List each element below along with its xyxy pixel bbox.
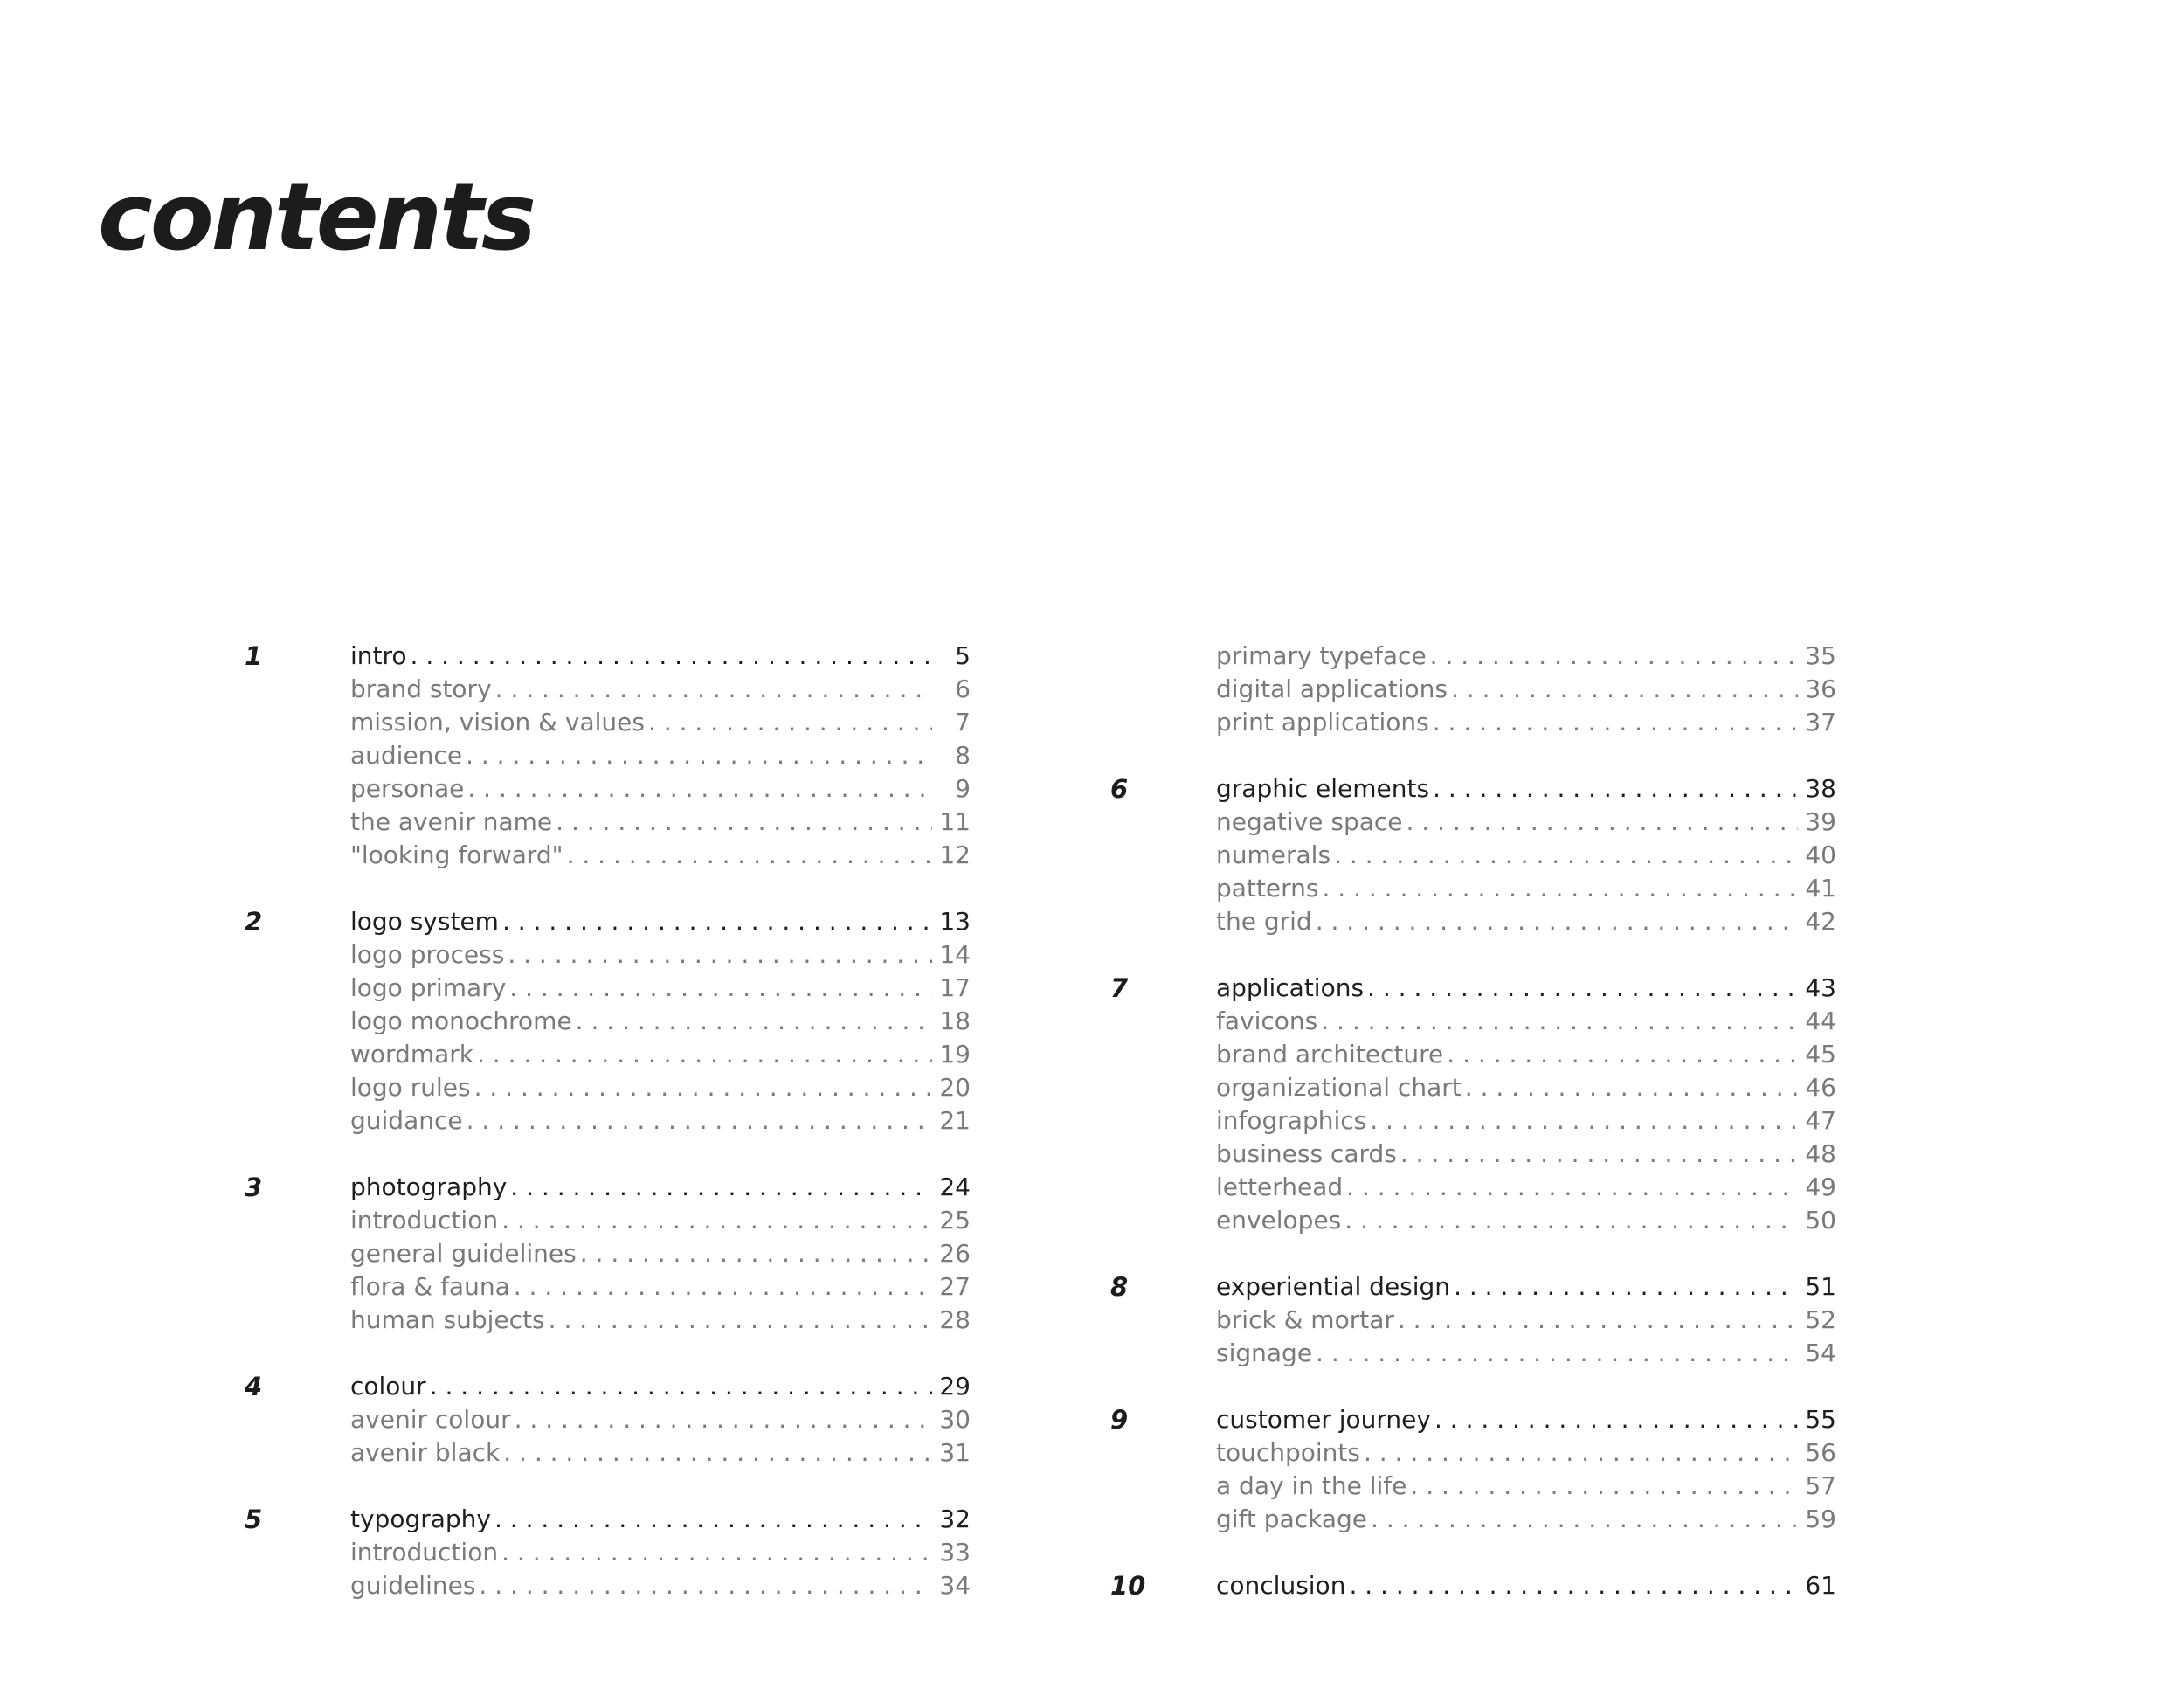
toc-entries [1216, 972, 2081, 1237]
toc-entries [350, 1503, 1215, 1602]
dot-leader [648, 706, 932, 739]
dot-leader [1316, 1337, 1798, 1370]
entry-label: logo monochrome [350, 1007, 572, 1035]
toc-subentry[interactable] [1216, 1304, 1836, 1337]
toc-section [1110, 772, 2081, 938]
dot-leader [494, 1503, 932, 1536]
entry-page-number: 34 [939, 1571, 971, 1600]
entry-label: patterns [1216, 874, 1319, 903]
dot-leader [1410, 1470, 1798, 1503]
toc-section [1110, 1569, 2081, 1602]
section-number: 9 [1110, 1405, 1129, 1435]
dot-leader [503, 1436, 932, 1470]
toc-subentry[interactable] [1216, 706, 1836, 739]
entry-page-number: 29 [939, 1372, 971, 1401]
entry-page-number: 13 [939, 907, 971, 936]
toc-subentry[interactable] [1216, 640, 1836, 673]
dot-leader [411, 640, 932, 673]
entry-page-number: 35 [1805, 641, 1836, 670]
dot-leader [501, 1536, 932, 1569]
dot-leader [1370, 1104, 1798, 1138]
entry-label: digital applications [1216, 675, 1448, 703]
entry-page-number: 33 [939, 1538, 971, 1567]
entry-page-number: 45 [1805, 1040, 1836, 1069]
entry-page-number: 44 [1805, 1007, 1836, 1035]
entry-label: wordmark [350, 1040, 473, 1069]
dot-leader [508, 938, 932, 972]
dot-leader [1400, 1138, 1798, 1171]
dot-leader [502, 905, 932, 938]
toc-chapter-entry[interactable] [1216, 1403, 1836, 1436]
entry-page-number: 24 [939, 1173, 971, 1201]
entry-page-number: 19 [939, 1040, 971, 1069]
entry-label: organizational chart [1216, 1073, 1462, 1102]
entry-page-number: 51 [1805, 1272, 1836, 1301]
section-number: 10 [1110, 1571, 1146, 1601]
dot-leader [1316, 905, 1798, 938]
toc-section [245, 1503, 1215, 1602]
section-number: 5 [245, 1505, 263, 1534]
toc-subentry[interactable] [350, 1436, 971, 1470]
toc-subentry[interactable] [1216, 1071, 1836, 1104]
toc-chapter-entry[interactable] [350, 640, 971, 673]
entry-page-number: 41 [1805, 874, 1836, 903]
toc-subentry[interactable] [350, 1204, 971, 1237]
toc-subentry[interactable] [1216, 1038, 1836, 1071]
entry-label: applications [1216, 973, 1365, 1002]
dot-leader [1433, 706, 1798, 739]
entry-page-number: 48 [1805, 1139, 1836, 1168]
entry-label: introduction [350, 1538, 499, 1567]
toc-entries [350, 1370, 1215, 1470]
entry-label: mission, vision & values [350, 708, 645, 737]
entry-page-number: 8 [955, 741, 971, 770]
toc-column-left [245, 640, 1215, 1636]
entry-label: business cards [1216, 1139, 1397, 1168]
page-title: contents [98, 163, 534, 271]
toc-subentry[interactable] [350, 1038, 971, 1071]
entry-page-number: 25 [939, 1206, 971, 1235]
entry-label: a day in the life [1216, 1471, 1407, 1500]
dot-leader [1367, 972, 1798, 1005]
entry-page-number: 37 [1805, 708, 1836, 737]
entry-page-number: 26 [939, 1239, 971, 1268]
dot-leader [515, 1403, 932, 1436]
toc-entries [1216, 772, 2081, 938]
dot-leader [1433, 772, 1798, 806]
entry-label: guidelines [350, 1571, 476, 1600]
dot-leader [1451, 673, 1798, 706]
toc-subentry[interactable] [350, 806, 971, 839]
entry-label: "looking forward" [350, 841, 563, 869]
dot-leader [1371, 1503, 1798, 1536]
entry-label: negative space [1216, 807, 1403, 836]
dot-leader [1349, 1569, 1798, 1602]
entry-page-number: 28 [939, 1305, 971, 1334]
dot-leader [510, 1171, 932, 1204]
entry-label: letterhead [1216, 1173, 1344, 1201]
dot-leader [567, 839, 932, 872]
dot-leader [1322, 872, 1798, 905]
entry-page-number: 47 [1805, 1106, 1836, 1135]
toc-subentry[interactable] [1216, 905, 1836, 938]
section-number: 3 [245, 1173, 263, 1202]
toc-subentry[interactable] [350, 972, 971, 1005]
entry-label: signage [1216, 1339, 1313, 1367]
dot-leader [495, 673, 932, 706]
entry-page-number: 42 [1805, 907, 1836, 936]
entry-label: personae [350, 774, 465, 803]
toc-chapter-entry[interactable] [350, 1370, 971, 1403]
toc-section [1110, 640, 2081, 739]
entry-page-number: 54 [1805, 1339, 1836, 1367]
toc-section [245, 640, 1215, 872]
dot-leader [501, 1204, 932, 1237]
entry-label: avenir colour [350, 1405, 511, 1434]
toc-subentry[interactable] [350, 772, 971, 806]
entry-label: brand story [350, 675, 492, 703]
entry-page-number: 49 [1805, 1173, 1836, 1201]
dot-leader [549, 1304, 932, 1337]
dot-leader [1465, 1071, 1798, 1104]
toc-chapter-entry[interactable] [350, 1171, 971, 1204]
toc-subentry[interactable] [350, 938, 971, 972]
section-number: 1 [245, 641, 263, 671]
dot-leader [1434, 1403, 1798, 1436]
entry-label: favicons [1216, 1007, 1318, 1035]
toc-subentry[interactable] [350, 1304, 971, 1337]
toc-chapter-entry[interactable] [1216, 1270, 1836, 1304]
entry-label: brand architecture [1216, 1040, 1444, 1069]
entry-page-number: 36 [1805, 675, 1836, 703]
dot-leader [477, 1038, 932, 1071]
toc-subentry[interactable] [350, 1569, 971, 1602]
entry-page-number: 30 [939, 1405, 971, 1434]
entry-page-number: 7 [955, 708, 971, 737]
entry-label: logo system [350, 907, 499, 936]
entry-page-number: 39 [1805, 807, 1836, 836]
entry-label: flora & fauna [350, 1272, 510, 1301]
entry-page-number: 61 [1805, 1571, 1836, 1600]
toc-section [245, 1171, 1215, 1337]
entry-page-number: 20 [939, 1073, 971, 1102]
dot-leader [479, 1569, 932, 1602]
toc-entries [350, 905, 1215, 1138]
entry-page-number: 6 [955, 675, 971, 703]
toc-entries [350, 640, 1215, 872]
dot-leader [430, 1370, 932, 1403]
toc-subentry[interactable] [1216, 1470, 1836, 1503]
entry-label: colour [350, 1372, 426, 1401]
section-number: 2 [245, 907, 263, 937]
entry-label: audience [350, 741, 463, 770]
entry-label: typography [350, 1505, 491, 1533]
dot-leader [467, 772, 932, 806]
toc-subentry[interactable] [350, 1536, 971, 1569]
entry-page-number: 14 [939, 940, 971, 969]
toc-section [245, 1370, 1215, 1470]
toc-subentry[interactable] [1216, 1138, 1836, 1171]
entry-label: the grid [1216, 907, 1312, 936]
section-number: 6 [1110, 774, 1129, 804]
dot-leader [556, 806, 932, 839]
entry-label: conclusion [1216, 1571, 1346, 1600]
entry-label: graphic elements [1216, 774, 1430, 803]
toc-chapter-entry[interactable] [1216, 772, 1836, 806]
entry-page-number: 32 [939, 1505, 971, 1533]
toc-subentry[interactable] [1216, 1204, 1836, 1237]
entry-label: customer journey [1216, 1405, 1431, 1434]
toc-subentry[interactable] [350, 673, 971, 706]
entry-label: introduction [350, 1206, 499, 1235]
toc-subentry[interactable] [350, 1270, 971, 1304]
toc-subentry[interactable] [1216, 806, 1836, 839]
toc-subentry[interactable] [350, 1403, 971, 1436]
entry-label: the avenir name [350, 807, 553, 836]
toc-subentry[interactable] [350, 1104, 971, 1138]
dot-leader [1454, 1270, 1798, 1304]
toc-subentry[interactable] [1216, 1171, 1836, 1204]
entry-label: envelopes [1216, 1206, 1342, 1235]
entry-label: infographics [1216, 1106, 1367, 1135]
entry-page-number: 46 [1805, 1073, 1836, 1102]
toc-column-right [1110, 640, 2081, 1636]
entry-label: human subjects [350, 1305, 545, 1334]
toc-section [1110, 972, 2081, 1237]
entry-label: photography [350, 1173, 508, 1201]
entry-page-number: 50 [1805, 1206, 1836, 1235]
toc-subentry[interactable] [1216, 1436, 1836, 1470]
entry-label: logo primary [350, 973, 507, 1002]
entry-page-number: 21 [939, 1106, 971, 1135]
dot-leader [1430, 640, 1798, 673]
toc-chapter-entry[interactable] [350, 905, 971, 938]
toc-subentry[interactable] [350, 1005, 971, 1038]
dot-leader [580, 1237, 932, 1270]
dot-leader [466, 739, 932, 772]
entry-page-number: 59 [1805, 1505, 1836, 1533]
toc-entries [1216, 1569, 2081, 1602]
entry-page-number: 52 [1805, 1305, 1836, 1334]
toc-subentry[interactable] [350, 706, 971, 739]
entry-page-number: 55 [1805, 1405, 1836, 1434]
dot-leader [1364, 1436, 1798, 1470]
entry-page-number: 57 [1805, 1471, 1836, 1500]
toc-subentry[interactable] [1216, 1503, 1836, 1536]
toc-subentry[interactable] [1216, 839, 1836, 872]
toc-section [1110, 1270, 2081, 1370]
entry-label: touchpoints [1216, 1438, 1360, 1467]
entry-page-number: 5 [955, 641, 971, 670]
dot-leader [514, 1270, 932, 1304]
entry-label: experiential design [1216, 1272, 1451, 1301]
dot-leader [1321, 1005, 1798, 1038]
entry-page-number: 11 [939, 807, 971, 836]
entry-label: primary typeface [1216, 641, 1427, 670]
dot-leader [467, 1104, 932, 1138]
toc-subentry[interactable] [350, 1071, 971, 1104]
toc-subentry[interactable] [1216, 1337, 1836, 1370]
entry-page-number: 56 [1805, 1438, 1836, 1467]
dot-leader [509, 972, 932, 1005]
entry-page-number: 40 [1805, 841, 1836, 869]
entry-page-number: 38 [1805, 774, 1836, 803]
entry-page-number: 31 [939, 1438, 971, 1467]
toc-entries [350, 1171, 1215, 1337]
toc-section [1110, 1403, 2081, 1536]
toc-entries [1216, 1270, 2081, 1370]
toc-subentry[interactable] [1216, 1104, 1836, 1138]
dot-leader [1398, 1304, 1798, 1337]
toc-subentry[interactable] [1216, 872, 1836, 905]
entry-page-number: 12 [939, 841, 971, 869]
toc-subentry[interactable] [1216, 1005, 1836, 1038]
entry-label: intro [350, 641, 407, 670]
section-number: 8 [1110, 1272, 1129, 1302]
toc-subentry[interactable] [350, 739, 971, 772]
entry-page-number: 17 [939, 973, 971, 1002]
dot-leader [1447, 1038, 1798, 1071]
toc-subentry[interactable] [1216, 673, 1836, 706]
section-number: 7 [1110, 973, 1129, 1003]
entry-label: logo rules [350, 1073, 471, 1102]
toc-subentry[interactable] [350, 839, 971, 872]
toc-entries [1216, 1403, 2081, 1536]
dot-leader [474, 1071, 932, 1104]
toc-entries [1216, 640, 2081, 739]
entry-label: avenir black [350, 1438, 501, 1467]
dot-leader [1334, 839, 1798, 872]
toc-section [245, 905, 1215, 1138]
dot-leader [1346, 1171, 1798, 1204]
entry-label: numerals [1216, 841, 1331, 869]
dot-leader [1344, 1204, 1798, 1237]
entry-label: print applications [1216, 708, 1429, 737]
entry-page-number: 43 [1805, 973, 1836, 1002]
entry-label: guidance [350, 1106, 463, 1135]
section-number: 4 [245, 1372, 263, 1401]
entry-label: gift package [1216, 1505, 1368, 1533]
toc-subentry[interactable] [350, 1237, 971, 1270]
dot-leader [1406, 806, 1799, 839]
toc-chapter-entry[interactable] [1216, 1569, 1836, 1602]
entry-label: general guidelines [350, 1239, 577, 1268]
entry-label: logo process [350, 940, 505, 969]
entry-page-number: 18 [939, 1007, 971, 1035]
dot-leader [576, 1005, 932, 1038]
entry-page-number: 27 [939, 1272, 971, 1301]
toc-chapter-entry[interactable] [350, 1503, 971, 1536]
toc-chapter-entry[interactable] [1216, 972, 1836, 1005]
entry-label: brick & mortar [1216, 1305, 1394, 1334]
entry-page-number: 9 [955, 774, 971, 803]
